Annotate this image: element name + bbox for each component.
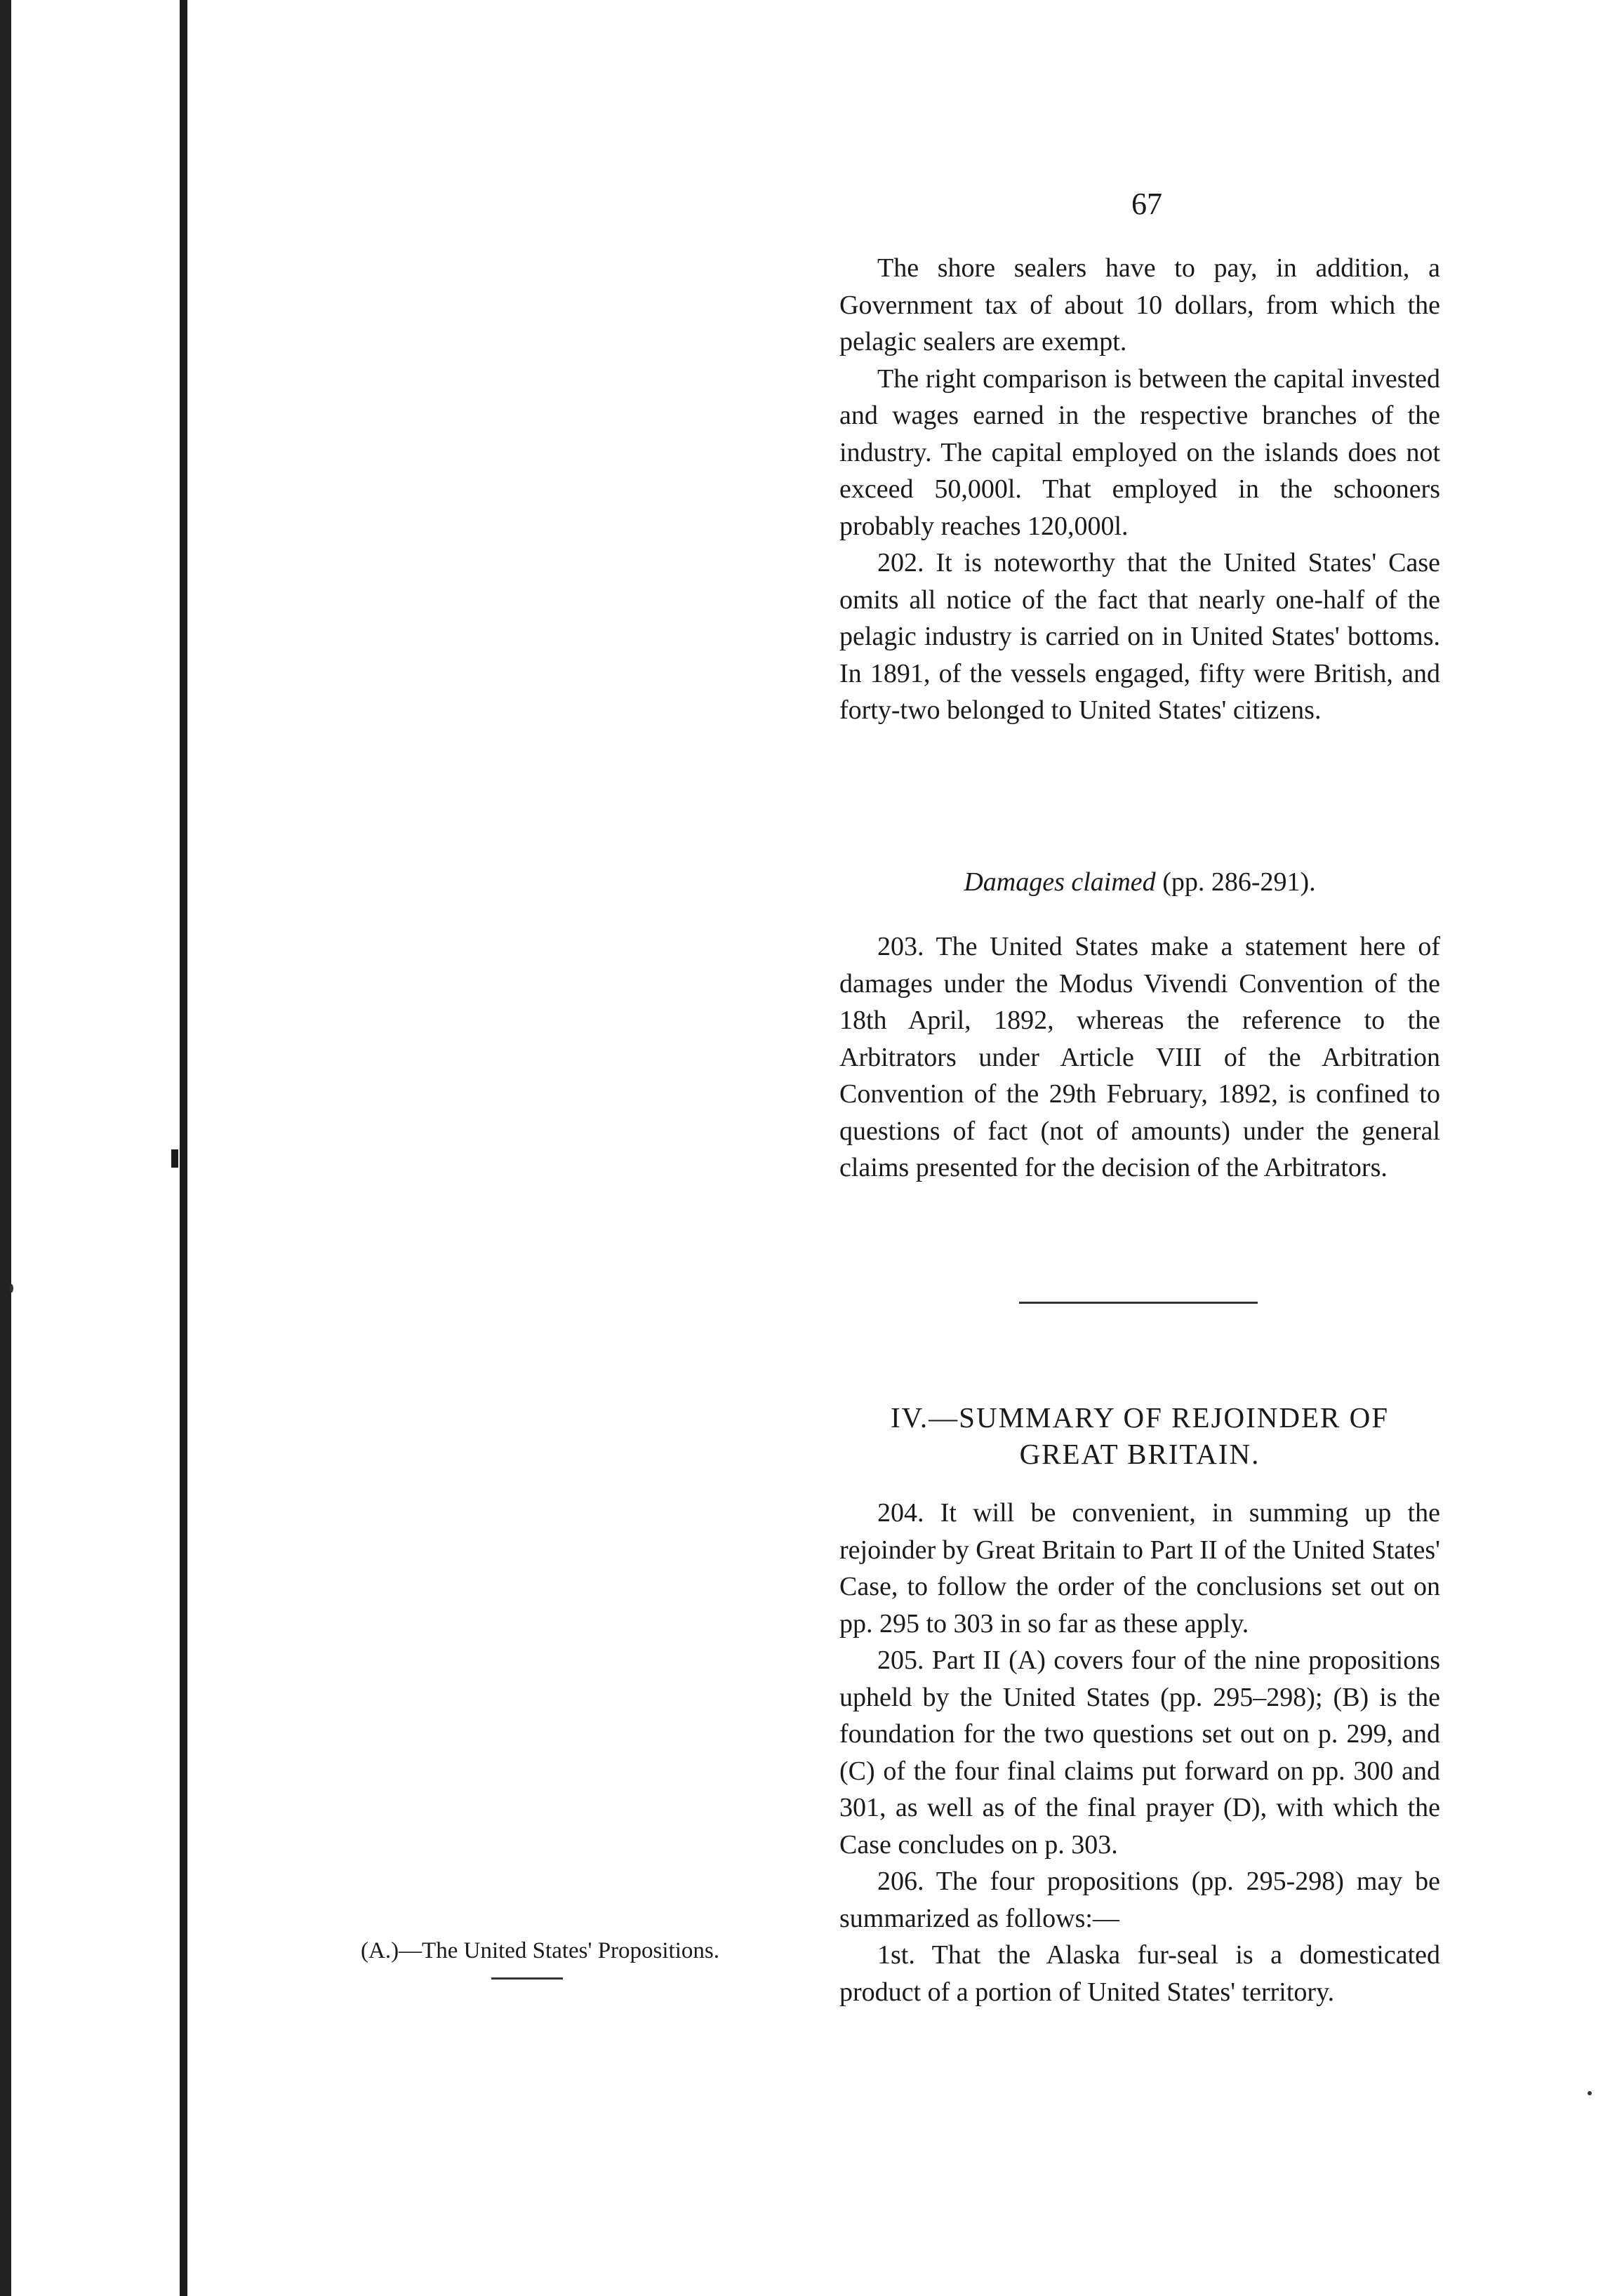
- damages-subheading: [839, 867, 1440, 897]
- section-title-block: [839, 1399, 1440, 1472]
- page-number: 67: [1131, 187, 1162, 221]
- paragraph-shore-sealers: The shore sealers have to pay, in addition, a Government tax of about 10 dollars, from which the pelagic sealers are exempt.: [839, 253, 1440, 356]
- margin-note-rule: [491, 1977, 563, 1980]
- subheading-pages: (pp. 286-291).: [1155, 867, 1316, 897]
- paragraph-204: 204. It will be convenient, in summing up the rejoinder by Great Britain to Part II of the United States' Case, to follow the order of the conclusions set out on pp. 295 to 303 in so far as these apply.: [839, 1498, 1440, 1638]
- paragraph-205: 205. Part II (A) covers four of the nine propositions upheld by the United States (pp. 295–298); (B) is the foundation for the two questions set out on p. 299, and (C) of the four final claims put forward on pp. 300 and 301, as well as of the final prayer (D), with which the Case concludes on p. 303.: [839, 1646, 1440, 1860]
- paragraph-206: 206. The four propositions (pp. 295-298) may be summarized as follows:—: [839, 1867, 1440, 1933]
- binding-mark: [171, 1149, 178, 1168]
- scan-edge: [0, 0, 11, 2296]
- paragraph-right-comparison: The right comparison is between the capital invested and wages earned in the respective branches of the industry. The capital employed on the islands does not exceed 50,000l. That employed in the schooners probably reaches 120,000l.: [839, 363, 1440, 541]
- section-divider: [1019, 1302, 1258, 1304]
- margin-note: (A.)—The United States' Propositions.: [361, 1938, 719, 1963]
- section-title-line-1: IV.—SUMMARY OF REJOINDER OF: [890, 1401, 1390, 1434]
- paragraph-202: 202. It is noteworthy that the United States' Case omits all notice of the fact that nearly one-half of the pelagic industry is carried on in United States' bottoms. In 1891, of the vessels engaged, fifty were British, and forty-two belonged to United States' citizens.: [839, 548, 1440, 725]
- paragraph-203-block: [839, 928, 1440, 1187]
- section-title-line-2: GREAT BRITAIN.: [1019, 1438, 1261, 1470]
- paragraph-203: 203. The United States make a statement here of damages under the Modus Vivendi Convention of the 18th April, 1892, whereas the reference to the Arbitrators under Article VIII of the Arbitration Convention of the 29th February, 1892, is confined to questions of fact (not of amounts) under the general claims presented for the decision of the Arbitrators.: [839, 932, 1440, 1182]
- top-block: [839, 250, 1440, 729]
- damages-subheading-block: [839, 867, 1440, 897]
- binding-rule: [180, 0, 187, 2296]
- subheading-italic: Damages claimed: [964, 867, 1156, 897]
- paragraph-first-proposition: 1st. That the Alaska fur-seal is a domesticated product of a portion of United States' territory.: [839, 1940, 1440, 2007]
- bottom-block: [839, 1495, 1440, 2010]
